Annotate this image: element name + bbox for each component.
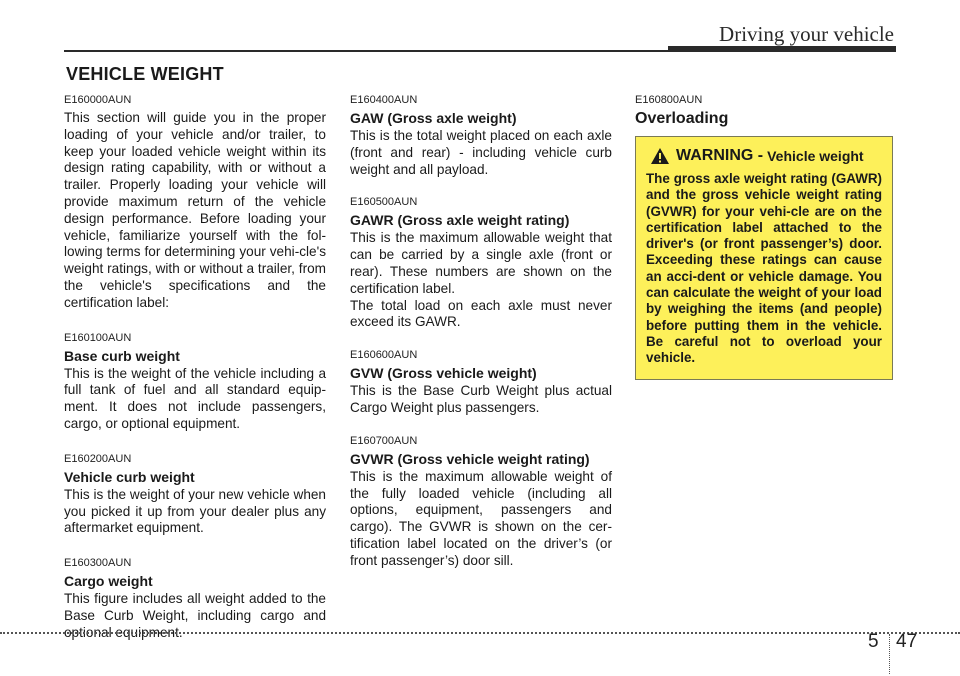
section-code: E160600AUN	[350, 349, 418, 362]
column-2	[350, 94, 612, 570]
section-code: E160700AUN	[350, 434, 418, 447]
warning-topic: Vehicle weight	[767, 148, 864, 164]
warning-header	[646, 147, 882, 165]
header-rule-thick	[668, 46, 896, 52]
section-code: E160000AUN	[64, 94, 132, 106]
subheading-gvwr: GVWR (Gross vehicle weight rating)	[350, 450, 590, 467]
gawr-text: This is the maximum allowable weight that can be carried by a single axle (front or rear). These numbers are shown on the certification label.	[350, 230, 612, 296]
section-code: E160800AUN	[635, 94, 703, 106]
page-number: 47	[896, 631, 918, 652]
footer-rule	[0, 632, 960, 634]
subheading-base-curb-weight: Base curb weight	[64, 347, 180, 364]
subheading-cargo-weight: Cargo weight	[64, 573, 153, 590]
gawr-text-2: The total load on each axle must never exceed its GAWR.	[350, 297, 612, 330]
column-3	[635, 94, 897, 380]
subheading-gaw: GAW (Gross axle weight)	[350, 110, 517, 126]
gaw-text: This is the total weight placed on each axle (front and rear) - including vehicle curb weight and all payload.	[350, 128, 612, 177]
warning-label: WARNING -	[676, 147, 764, 164]
chapter-title: Driving your vehicle	[719, 22, 894, 46]
page-number-separator	[889, 634, 890, 674]
gvw-text: This is the Base Curb Weight plus actual Cargo Weight plus passengers.	[350, 383, 612, 415]
header-rule	[64, 50, 668, 52]
column-1	[64, 94, 326, 642]
section-code: E160500AUN	[350, 196, 418, 209]
section-code: E160400AUN	[350, 94, 418, 106]
page-section-number: 5	[868, 631, 879, 652]
subheading-gawr: GAWR (Gross axle weight rating)	[350, 212, 570, 229]
warning-box	[635, 136, 893, 380]
gvwr-text: This is the maximum allowable weight of the fully loaded vehicle (including all options, equipment, passengers and cargo). The GVWR is shown on the cer-tification label located on the driver’s (or front passenger’s) door sill.	[350, 468, 612, 568]
section-code: E160300AUN	[64, 557, 132, 570]
subheading-gvw: GVW (Gross vehicle weight)	[350, 365, 537, 382]
intro-paragraph: This section will guide you in the proper loading of your vehicle and/or trailer, to keep your loaded vehicle weight within its design rating capability, with or without a trailer. Properly loading your vehicle will provide maximum return of the vehicle design performance. Before loading your vehicle, familiarize yourself with the fol-lowing terms for determining your vehi-cle's weight ratings, with or without a trailer, from the vehicle's specifications and the certification label:	[64, 110, 326, 310]
section-code: E160100AUN	[64, 331, 132, 344]
warning-text: The gross axle weight rating (GAWR) and the gross vehicle weight rating (GVWR) for your vehi-cle are on the certification label attached to the driver's (or front passenger’s) door. Exceeding these ratings can cause an acci-dent or vehicle damage. You can calculate the weight of your load by weighing the items (and people) before putting them in the vehicle. Be careful not to overload your vehicle.	[646, 171, 882, 366]
vehicle-curb-weight-text: This is the weight of your new vehicle when you picked it up from your dealer plus any aftermarket equipment.	[64, 486, 326, 536]
warning-triangle-icon	[650, 147, 670, 165]
section-title: VEHICLE WEIGHT	[66, 64, 224, 84]
subheading-vehicle-curb-weight: Vehicle curb weight	[64, 468, 195, 485]
cargo-weight-text: This figure includes all weight added to the Base Curb Weight, including cargo and optional equipment.	[64, 591, 326, 640]
section-code: E160200AUN	[64, 452, 132, 465]
subheading-overloading: Overloading	[635, 110, 729, 127]
base-curb-weight-text: This is the weight of the vehicle including a full tank of fuel and all standard equip-ment. It does not include passengers, cargo, or optional equipment.	[64, 365, 326, 431]
